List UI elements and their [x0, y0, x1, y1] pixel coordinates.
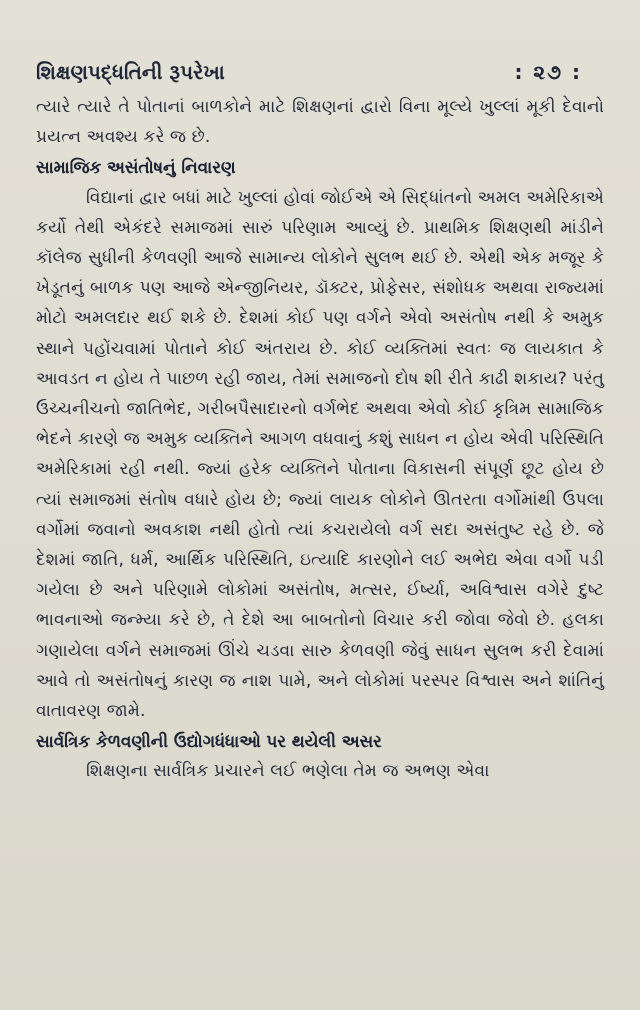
running-header: [36, 60, 604, 92]
section-heading-universal-education: સાર્વત્રિક કેળવણીની ઉદ્યોગધંધાઓ પર થયેલી અસર: [36, 731, 382, 752]
page-body: [36, 92, 604, 787]
page-number: : ૨૭ :: [514, 60, 582, 84]
section-heading-social-discontent: સામાજિક અસંતોષનું નિવારણ: [36, 157, 236, 178]
running-title: શિક્ષણપદ્ધતિની રૂપરેખા: [36, 60, 225, 84]
section-paragraph-universal-education: શિક્ષણના સાર્વત્રિક પ્રચારને લઈ ભણેલા તેમ જ અભણ એવા: [86, 761, 490, 782]
section-paragraph-social-discontent: વિદ્યાનાં દ્વાર બધાં માટે ખુલ્લાં હોવાં જોઈએ એ સિદ્ધાંતનો અમલ અમેરિકાએ કર્યો તેથી એકંદરે સમાજમાં સારું પરિણામ આવ્યું છે. પ્રાથમિક શિક્ષણથી માંડીને કૉલેજ સુધીની કેળવણી આજે સામાન્ય લોકોને સુલભ થઈ છે. એથી એક મજૂર કે ખેડૂતનું બાળક પણ આજે એન્જીનિયર, ડૉક્ટર, પ્રોફેસર, સંશોધક અથવા રાજ્યમાં મોટો અમલદાર થઈ શકે છે. દેશમાં કોઈ પણ વર્ગને એવો અસંતોષ નથી કે અમુક સ્થાને પહોંચવામાં પોતાને કોઈ અંતરાય છે. કોઈ વ્યક્તિમાં સ્વતઃ જ લાયકાત કે આવડત ન હોય તે પાછળ રહી જાય, તેમાં સમાજનો દોષ શી રીતે કાઢી શકાય? પરંતુ ઉચ્ચનીચનો જાતિભેદ, ગરીબપૈસાદારનો વર્ગભેદ અથવા એવો કોઈ કૃત્રિમ સામાજિક ભેદને કારણે જ અમુક વ્યક્તિને આગળ વધવાનું કશું સાધન ન હોય એવી પરિસ્થિતિ અમેરિકામાં રહી નથી. જ્યાં હરેક વ્યક્તિને પોતાના વિકાસની સંપૂર્ણ છૂટ હોય છે ત્યાં સમાજમાં સંતોષ વધારે હોય છે; જ્યાં લાયક લોકોને ઊતરતા વર્ગોમાંથી ઉપલા વર્ગોમાં જવાનો અવકાશ નથી હોતો ત્યાં કચરાયેલો વર્ગ સદા અસંતુષ્ટ રહે છે. જે દેશમાં જાતિ, ધર્મ, આર્થિક પરિસ્થિતિ, ઇત્યાદિ કારણોને લઈ અભેદ્ય એવા વર્ગો પડી ગયેલા છે અને પરિણામે લોકોમાં અસંતોષ, મત્સર, ઈર્ષ્યા, અવિશ્વાસ વગેરે દુષ્ટ ભાવનાઓ જન્મ્યા કરે છે, તે દેશે આ બાબતોનો વિચાર કરી જોવા જેવો છે. હલકા ગણાયેલા વર્ગને સમાજમાં ઊંચે ચડવા સારુ કેળવણી જેવું સાધન સુલભ કરી દેવામાં આવે તો અસંતોષનું કારણ જ નાશ પામે, અને લોકોમાં પરસ્પર વિશ્વાસ અને શાંતિનું વાતાવરણ જામે.: [36, 187, 604, 722]
continuation-paragraph: ત્યારે ત્યારે તે પોતાનાં બાળકોને માટે શિક્ષણનાં દ્વારો વિના મૂલ્યે ખુલ્લાં મૂકી દેવાનો પ્રયત્ન અવશ્ય કરે જ છે.: [36, 97, 604, 148]
